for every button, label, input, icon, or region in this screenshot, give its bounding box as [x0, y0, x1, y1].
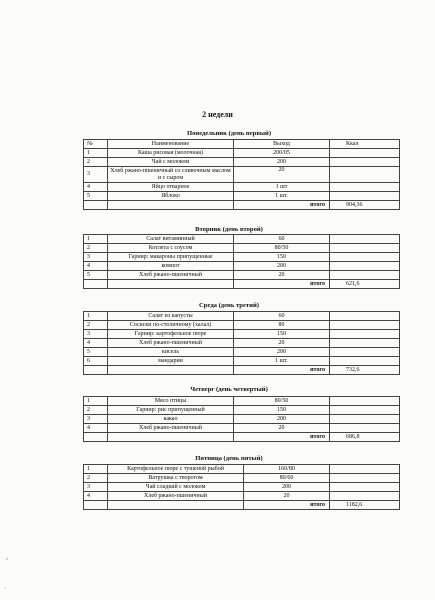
total-row: [84, 280, 400, 289]
row-output: 150: [234, 330, 330, 339]
row-output: 20: [234, 271, 330, 280]
row-num: 2: [84, 158, 108, 167]
row-output: 160/80: [244, 465, 330, 474]
table-header-row: [84, 140, 400, 149]
row-kcal: [330, 244, 400, 253]
row-name: Хлеб ржано-пшеничный: [108, 424, 234, 433]
row-kcal: [330, 321, 400, 330]
row-name: Гарнир: картофельное пюре: [108, 330, 234, 339]
table-row: [84, 492, 400, 501]
total-row: [84, 366, 400, 375]
row-output: 1 шт.: [234, 192, 330, 201]
row-name: Гарнир: рис припущенный: [108, 406, 234, 415]
table-row: [84, 192, 400, 201]
table-row: [84, 330, 400, 339]
table-row: [84, 183, 400, 192]
row-output: 80/60: [244, 474, 330, 483]
row-output: 20: [234, 339, 330, 348]
row-output: 80/50: [234, 397, 330, 406]
menu-table-monday: [83, 139, 400, 210]
menu-table-thursday: [83, 396, 400, 442]
table-row: [84, 465, 400, 474]
row-output: 60: [234, 235, 330, 244]
row-output: 60: [234, 312, 330, 321]
row-kcal: [330, 262, 400, 271]
row-name: Хлеб ржано-пшеничный со сливочным маслом и с сыром: [108, 167, 234, 183]
row-num: 2: [84, 321, 108, 330]
row-num: 1: [84, 149, 108, 158]
row-kcal: [330, 149, 400, 158]
row-output: 1 шт: [234, 183, 330, 192]
page-title: 2 недели: [202, 110, 233, 119]
row-kcal: [330, 406, 400, 415]
day-title-monday: Понедельник (день первый): [186, 130, 272, 137]
row-kcal: [330, 465, 400, 474]
row-name: Мясо птицы: [108, 397, 234, 406]
row-num: 2: [84, 474, 108, 483]
row-output: 200: [244, 483, 330, 492]
row-output: 200: [234, 348, 330, 357]
row-name: Ватрушка с творогом: [108, 474, 244, 483]
header-output: Выход: [234, 140, 330, 149]
table-row: [84, 339, 400, 348]
row-kcal: [330, 192, 400, 201]
row-name: Котлета с соусом: [108, 244, 234, 253]
row-kcal: [330, 235, 400, 244]
row-num: 4: [84, 262, 108, 271]
total-value: 732,6: [330, 366, 400, 375]
row-kcal: [330, 271, 400, 280]
row-name: Каша рисовая (молочная): [108, 149, 234, 158]
row-kcal: [330, 348, 400, 357]
row-kcal: [330, 474, 400, 483]
row-output: 150: [234, 406, 330, 415]
row-output: 1 шт.: [234, 357, 330, 366]
row-num: 1: [84, 235, 108, 244]
row-num: 1: [84, 465, 108, 474]
row-kcal: [330, 397, 400, 406]
row-output: 20: [234, 424, 330, 433]
total-row: [84, 433, 400, 442]
table-row: [84, 357, 400, 366]
day-title-wednesday: Среда (день третий): [199, 302, 259, 309]
row-name: Картофельное пюре с тушеной рыбой: [108, 465, 244, 474]
total-row: [84, 201, 400, 210]
row-num: 4: [84, 492, 108, 501]
row-num: 4: [84, 424, 108, 433]
row-num: 4: [84, 339, 108, 348]
total-row: [84, 501, 400, 510]
table-row: [84, 415, 400, 424]
header-num: №: [84, 140, 108, 149]
table-row: [84, 271, 400, 280]
row-kcal: [330, 357, 400, 366]
day-title-thursday: Четверг (день четвертый): [190, 386, 268, 393]
table-row: [84, 312, 400, 321]
row-output: 20: [234, 167, 330, 183]
row-name: Чай с молоком: [108, 158, 234, 167]
row-name: мандарин: [108, 357, 234, 366]
row-name: компот: [108, 262, 234, 271]
row-name: Гарнир: макароны припущенные: [108, 253, 234, 262]
total-value: 621,6: [330, 280, 400, 289]
row-num: 1: [84, 312, 108, 321]
row-output: 200/05: [234, 149, 330, 158]
table-row: [84, 262, 400, 271]
table-row: [84, 244, 400, 253]
total-label: итого: [244, 501, 330, 510]
scan-speck: ·: [4, 584, 7, 593]
row-output: 20: [244, 492, 330, 501]
row-num: 3: [84, 483, 108, 492]
total-value: 686,8: [330, 433, 400, 442]
row-num: 5: [84, 271, 108, 280]
row-name: Яйцо отварное: [108, 183, 234, 192]
row-kcal: [330, 167, 400, 183]
row-num: 3: [84, 415, 108, 424]
table-row: [84, 424, 400, 433]
row-kcal: [330, 312, 400, 321]
row-num: 2: [84, 244, 108, 253]
scan-speck: ,: [6, 552, 8, 561]
row-kcal: [330, 492, 400, 501]
row-name: Яблоко: [108, 192, 234, 201]
total-value: 904,36: [330, 201, 400, 210]
header-name: Наименование: [108, 140, 234, 149]
row-num: 3: [84, 330, 108, 339]
row-num: 5: [84, 348, 108, 357]
table-row: [84, 483, 400, 492]
row-num: 4: [84, 183, 108, 192]
row-name: Чай сладкий с молоком: [108, 483, 244, 492]
table-row: [84, 348, 400, 357]
row-name: Хлеб ржано-пшеничный: [108, 339, 234, 348]
table-row: [84, 406, 400, 415]
menu-table-tuesday: [83, 234, 400, 289]
row-name: Хлеб ржано-пшеничный: [108, 492, 244, 501]
row-kcal: [330, 253, 400, 262]
table-row: [84, 474, 400, 483]
table-row: [84, 253, 400, 262]
menu-table-friday: [83, 464, 400, 510]
row-name: Хлеб ржано-пшеничный: [108, 271, 234, 280]
row-kcal: [330, 339, 400, 348]
row-output: 150: [234, 253, 330, 262]
row-output: 80: [234, 321, 330, 330]
row-num: 2: [84, 406, 108, 415]
total-value: 1182,6: [330, 501, 400, 510]
row-num: 1: [84, 397, 108, 406]
header-kcal: Ккал: [330, 140, 400, 149]
total-label: итого: [234, 201, 330, 210]
table-row: [84, 321, 400, 330]
row-num: 5: [84, 192, 108, 201]
day-title-friday: Пятница (день пятый): [195, 455, 263, 462]
row-name: кисель: [108, 348, 234, 357]
row-output: 200: [234, 262, 330, 271]
total-label: итого: [234, 280, 330, 289]
table-row: [84, 167, 400, 183]
row-kcal: [330, 330, 400, 339]
row-kcal: [330, 415, 400, 424]
table-row: [84, 149, 400, 158]
row-kcal: [330, 158, 400, 167]
table-row: [84, 158, 400, 167]
row-name: Салат из капусты: [108, 312, 234, 321]
day-title-tuesday: Вторник (день второй): [195, 226, 263, 233]
row-name: Сосиски по-столичному (халал): [108, 321, 234, 330]
row-num: 3: [84, 253, 108, 262]
table-row: [84, 397, 400, 406]
table-row: [84, 235, 400, 244]
total-label: итого: [234, 366, 330, 375]
row-kcal: [330, 183, 400, 192]
total-label: итого: [234, 433, 330, 442]
row-output: 200: [234, 415, 330, 424]
row-num: 3: [84, 167, 108, 183]
row-output: 200: [234, 158, 330, 167]
menu-table-wednesday: [83, 311, 400, 375]
row-output: 80/50: [234, 244, 330, 253]
row-name: Салат витаминный: [108, 235, 234, 244]
row-num: 6: [84, 357, 108, 366]
row-name: какао: [108, 415, 234, 424]
row-kcal: [330, 483, 400, 492]
row-kcal: [330, 424, 400, 433]
